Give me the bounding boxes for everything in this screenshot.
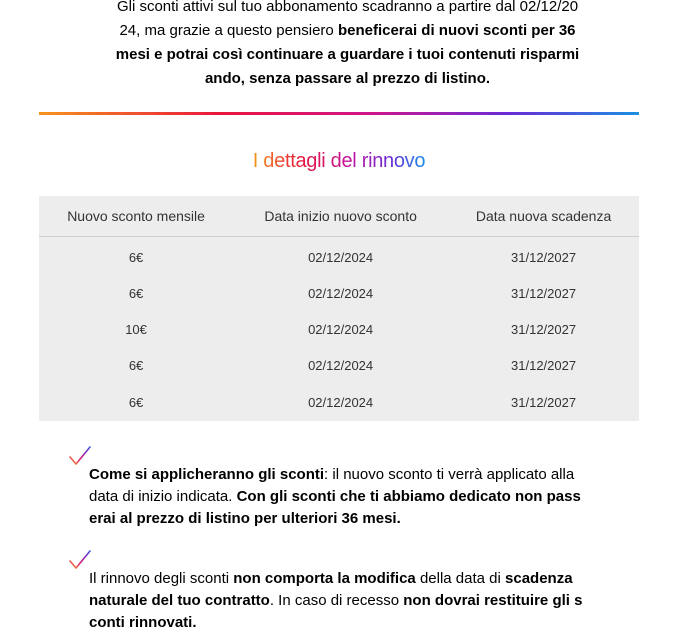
intro-line-3: mesi e potrai così continuare a guardare i tuoi contenuti risparmi [115, 46, 580, 63]
header-expiry-date: Data nuova scadenza [448, 196, 639, 237]
note-2-bold-1: non comporta la modifica [233, 570, 416, 587]
table-header-row [39, 196, 639, 237]
intro-line-2-bold: beneficerai di nuovi sconti per 36 [337, 22, 576, 39]
note-1-bold-2: Con gli sconti che ti abbiamo dedicato non pass [236, 488, 581, 505]
note-2-text [89, 568, 629, 634]
cell-start-date: 02/12/2024 [308, 394, 374, 410]
intro-line-2: 24, ma grazie a questo pensiero [119, 22, 338, 39]
note-2-bold-2: scadenza [505, 570, 573, 587]
cell-discount: 6€ [128, 249, 144, 265]
intro-paragraph [70, 0, 625, 91]
header-start-date: Data inizio nuovo sconto [233, 196, 448, 237]
cell-discount: 6€ [128, 357, 144, 373]
note-1-text [89, 464, 629, 530]
cell-expiry-date: 31/12/2027 [511, 394, 577, 410]
note-2-bold-5: conti rinnovati. [89, 614, 197, 631]
note-2-text-2: della data di [415, 570, 506, 587]
section-title [39, 150, 639, 173]
cell-expiry-date: 31/12/2027 [511, 357, 577, 373]
intro-line-1: Gli sconti attivi sul tuo abbonamento scadranno a partire dal 02/12/20 [116, 0, 579, 15]
note-2-text-1: Il rinnovo degli sconti [89, 570, 234, 587]
header-new-discount: Nuovo sconto mensile [39, 196, 233, 237]
table-row [39, 275, 639, 311]
note-2-bold-4: non dovrai restituire gli s [403, 592, 583, 609]
table-row [39, 347, 639, 383]
table-row [39, 237, 639, 276]
gradient-divider [39, 112, 639, 115]
cell-discount: 10€ [125, 321, 147, 337]
cell-expiry-date: 31/12/2027 [511, 321, 577, 337]
note-1-text-1: : il nuovo sconto ti verrà applicato alla [324, 466, 575, 483]
cell-start-date: 02/12/2024 [308, 285, 374, 301]
cell-start-date: 02/12/2024 [308, 321, 374, 337]
cell-start-date: 02/12/2024 [308, 357, 374, 373]
section-title-text: I dettagli del rinnovo [252, 150, 426, 172]
note-1-bold-3: erai al prezzo di listino per ulteriori 36 mesi. [89, 510, 401, 527]
cell-discount: 6€ [128, 394, 144, 410]
note-2-bold-3: naturale del tuo contratto [89, 592, 270, 609]
cell-discount: 6€ [128, 285, 144, 301]
note-2-text-3: . In caso di recesso [269, 592, 404, 609]
table-row [39, 311, 639, 347]
note-1-text-2: data di inizio indicata. [89, 488, 237, 505]
cell-expiry-date: 31/12/2027 [511, 249, 577, 265]
cell-start-date: 02/12/2024 [308, 249, 374, 265]
note-1-bold-1: Come si applicheranno gli sconti [89, 466, 325, 483]
table-row [39, 383, 639, 421]
cell-expiry-date: 31/12/2027 [511, 285, 577, 301]
renewal-details-table [39, 196, 639, 421]
intro-line-4: ando, senza passare al prezzo di listino. [204, 70, 491, 87]
